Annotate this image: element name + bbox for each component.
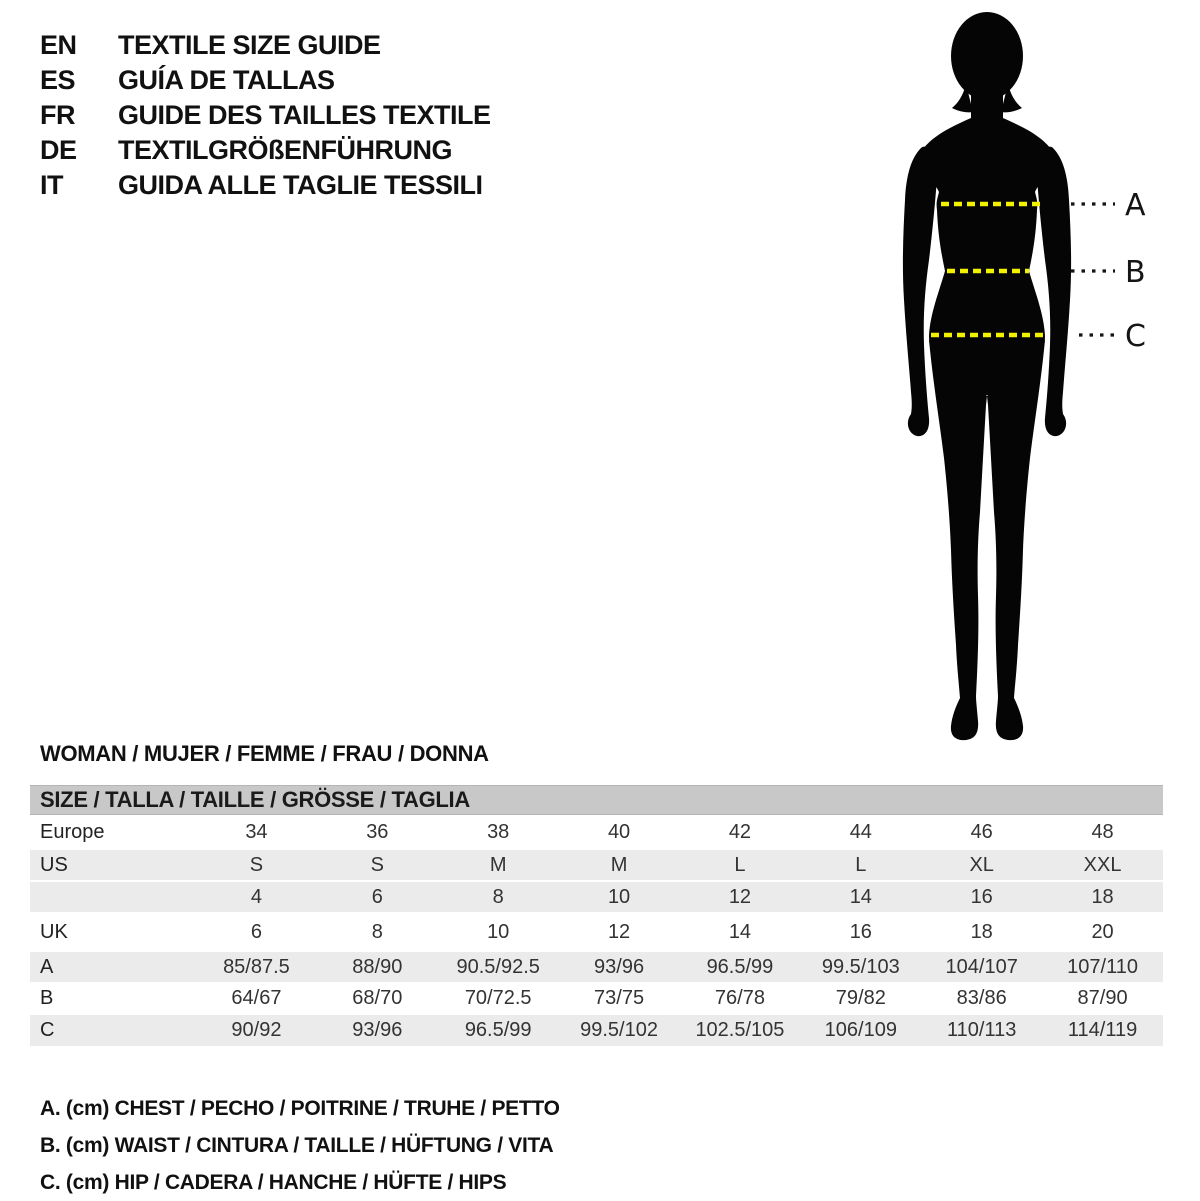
size-table <box>30 785 1163 1046</box>
size-value: 12 <box>607 920 631 943</box>
size-value: 42 <box>728 821 752 843</box>
size-value: 18 <box>1091 885 1114 908</box>
chest-label: A <box>1125 188 1146 223</box>
measure-value: 106/109 <box>824 1019 897 1041</box>
size-value: 8 <box>371 920 383 943</box>
measure-value: 99.5/103 <box>821 955 900 978</box>
measure-value: 96.5/99 <box>706 955 774 978</box>
left-arm <box>903 147 937 436</box>
language-code: EN <box>40 30 77 60</box>
size-value: 12 <box>728 885 752 908</box>
size-value: 20 <box>1091 920 1114 943</box>
legend-chest-note: A. (cm) CHEST / PECHO / POITRINE / TRUHE / PETTO <box>40 1096 560 1120</box>
size-value: 46 <box>970 821 993 843</box>
woman-silhouette-figure <box>865 0 1165 760</box>
left-leg <box>929 340 987 740</box>
size-value: 40 <box>607 821 631 843</box>
size-value: 16 <box>970 885 993 908</box>
row-label: A <box>40 955 54 978</box>
size-value: XL <box>969 853 994 876</box>
measure-value: 99.5/102 <box>580 1019 658 1041</box>
measure-value: 68/70 <box>352 987 403 1009</box>
table-row-europe <box>30 817 1163 848</box>
size-value: 34 <box>245 821 268 843</box>
woman-silhouette <box>903 12 1071 740</box>
language-title-row <box>40 98 491 133</box>
language-title-list <box>40 28 491 203</box>
row-label: Europe <box>40 821 105 843</box>
table-row-chest <box>30 952 1163 982</box>
right-arm <box>1037 147 1071 436</box>
legend-hip-note: C. (cm) HIP / CADERA / HANCHE / HÜFTE / HIPS <box>40 1170 507 1194</box>
measure-value: 70/72.5 <box>464 987 532 1009</box>
measure-value: 90/92 <box>231 1019 282 1041</box>
size-value: M <box>610 853 628 876</box>
waist-label: B <box>1125 255 1146 290</box>
measure-value: 64/67 <box>231 987 282 1009</box>
size-value: 14 <box>728 920 752 943</box>
measure-value: 93/96 <box>594 955 645 978</box>
size-value: L <box>734 853 746 876</box>
measure-value: 88/90 <box>352 955 403 978</box>
table-row-hip <box>30 1015 1163 1046</box>
section-title-woman: WOMAN / MUJER / FEMME / FRAU / DONNA <box>40 741 489 766</box>
language-code: IT <box>40 170 63 200</box>
measure-value: 73/75 <box>594 987 645 1009</box>
size-value: 6 <box>371 885 383 908</box>
right-leg <box>987 340 1045 740</box>
measure-value: 79/82 <box>835 987 886 1009</box>
legend-waist-note: B. (cm) WAIST / CINTURA / TAILLE / HÜFTUNG / VITA <box>40 1133 554 1157</box>
measure-value: 110/113 <box>947 1019 1017 1041</box>
row-label: UK <box>40 920 68 943</box>
measure-value: 90.5/92.5 <box>456 955 540 978</box>
table-row-us-letters <box>30 850 1163 882</box>
size-value: 10 <box>607 885 631 908</box>
measure-value: 96.5/99 <box>464 1019 532 1041</box>
guide-title: GUIDE DES TAILLES TEXTILE <box>118 100 491 130</box>
language-title-row <box>40 168 491 203</box>
language-title-row <box>40 28 491 63</box>
hip-label: C <box>1125 319 1146 354</box>
size-value: 38 <box>487 821 510 843</box>
size-value: XXL <box>1083 853 1122 876</box>
table-row-waist <box>30 983 1163 1014</box>
size-value: 14 <box>849 885 872 908</box>
size-value: 44 <box>849 821 872 843</box>
size-value: S <box>370 853 384 876</box>
size-value: 4 <box>250 885 262 908</box>
size-value: 36 <box>366 821 389 843</box>
size-value: 18 <box>970 920 993 943</box>
guide-title: GUÍA DE TALLAS <box>118 65 335 95</box>
language-code: ES <box>40 65 76 95</box>
row-label: US <box>40 853 68 876</box>
size-value: 6 <box>250 920 262 943</box>
table-row-us-numbers <box>30 882 1163 912</box>
guide-title: TEXTILGRÖßENFÜHRUNG <box>118 135 452 165</box>
language-code: FR <box>40 100 75 130</box>
measure-value: 107/110 <box>1067 955 1138 978</box>
size-value: 8 <box>492 885 504 908</box>
size-table-header: SIZE / TALLA / TAILLE / GRÖSSE / TAGLIA <box>30 785 1163 815</box>
measure-value: 76/78 <box>714 987 765 1009</box>
table-row-uk <box>30 914 1163 950</box>
measure-value: 83/86 <box>956 987 1007 1009</box>
size-value: M <box>489 853 507 876</box>
size-value: L <box>855 853 867 876</box>
guide-title: GUIDA ALLE TAGLIE TESSILI <box>118 170 483 200</box>
measure-value: 87/90 <box>1077 987 1128 1009</box>
size-value: S <box>249 853 264 876</box>
guide-title: TEXTILE SIZE GUIDE <box>118 30 381 60</box>
measure-value: 85/87.5 <box>223 955 290 978</box>
measure-value: 114/119 <box>1067 1019 1138 1041</box>
language-code: DE <box>40 135 77 165</box>
measure-value: 102.5/105 <box>695 1019 785 1041</box>
size-value: 48 <box>1091 821 1114 843</box>
measure-value: 104/107 <box>945 955 1018 978</box>
size-value: 16 <box>849 920 872 943</box>
measure-value: 93/96 <box>352 1019 403 1041</box>
measurement-legend <box>40 1090 560 1201</box>
language-title-row <box>40 133 491 168</box>
row-label: B <box>40 987 54 1009</box>
row-label: C <box>40 1019 55 1041</box>
size-value: 10 <box>487 920 510 943</box>
language-title-row <box>40 63 491 98</box>
